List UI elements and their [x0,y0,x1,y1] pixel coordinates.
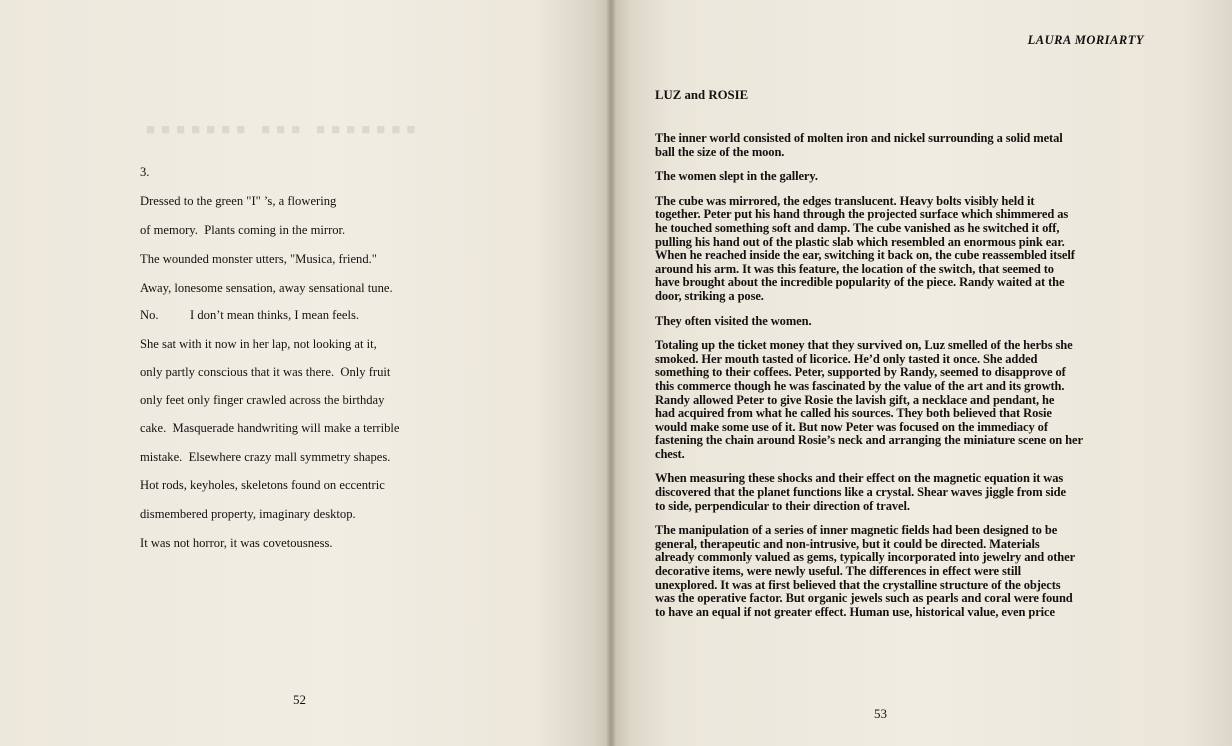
text-line: would make some use of it. But now Peter was focused on the immediacy of [655,419,1048,434]
text-line: was the operative factor. But organic jewels such as pearls and coral were found [655,591,1073,606]
text-line: fastening the chain around Rosie’s neck and arranging the miniature scene on her [655,433,1083,448]
poem-line: It was not horror, it was covetousness. [140,536,333,550]
text-line: pulling his hand out of the plastic slab which resembled an enormous pink ear. [655,234,1065,249]
text-line: decorative items, were newly useful. The differences in effect were still [655,564,1021,579]
text-line: The manipulation of a series of inner magnetic fields had been designed to be [655,523,1058,538]
text-line: When he reached inside the ear, switching it back on, the cube reassembled itself [655,248,1075,263]
page-number-left: 52 [293,692,306,707]
poem-line: only feet only finger crawled across the birthday [140,393,385,407]
text-line: The inner world consisted of molten iron and nickel surrounding a solid metal [655,131,1063,145]
book-gutter [606,0,616,746]
poem-line: only partly conscious that it was there. Only fruit [140,365,391,379]
paragraph [655,315,1175,329]
text-line: When measuring these shocks and their effect on the magnetic equation it was [655,471,1064,486]
text-line: general, therapeutic and non-intrusive, but it could be directed. Materials [655,536,1040,551]
poem-line: Dressed to the green "I" ’s, a flowering [140,194,337,208]
right-page [611,0,1232,746]
text-line: Randy allowed Peter to give Rosie the lavish gift, a necklace and pendant, he [655,392,1055,407]
story-title: LUZ and ROSIE [655,88,749,102]
page-number-right: 53 [874,706,887,721]
text-line: something to their coffees. Peter, supported by Randy, seemed to disapprove of [655,365,1066,380]
paragraph [655,524,1175,619]
paragraph [655,339,1175,461]
text-line: ball the size of the moon. [655,144,785,159]
text-line: They often visited the women. [655,313,812,328]
paragraph [655,132,1175,159]
text-line: The women slept in the gallery. [655,169,818,184]
paragraph [655,170,1175,184]
poem-line: Away, lonesome sensation, away sensational tune. [140,281,393,295]
text-line: around his arm. It was this feature, the location of the switch, that seemed to [655,261,1054,276]
poem-line: The wounded monster utters, "Musica, friend." [140,252,377,266]
paragraph [655,472,1175,513]
text-line: Totaling up the ticket money that they survived on, Luz smelled of the herbs she [655,338,1073,353]
section-number: 3. [140,165,150,179]
poem-line: mistake. Elsewhere crazy mall symmetry shapes. [140,450,391,464]
text-line: together. Peter put his hand through the projected surface which shimmered as [655,207,1069,222]
text-line: chest. [655,446,685,461]
text-line: unexplored. It was at first believed that the crystalline structure of the objects [655,577,1061,592]
text-line: have brought about the incredible popularity of the piece. Randy waited at the [655,275,1065,290]
text-line: The cube was mirrored, the edges translucent. Heavy bolts visibly held it [655,193,1035,208]
text-line: had acquired from what he called his sources. They both believed that Rosie [655,406,1052,421]
poem-line: Hot rods, keyholes, skeletons found on eccentric [140,478,385,492]
show-through-decoration: ■■■■■■■ ■■■ ■■■■■■■ [140,122,416,138]
paragraph [655,195,1175,304]
text-line: this commerce though he was fascinated by the value of the art and its growth. [655,378,1065,393]
running-head: LAURA MORIARTY [1027,33,1144,47]
text-line: to side, perpendicular to their direction of travel. [655,498,910,513]
poem-line: She sat with it now in her lap, not looking at it, [140,337,377,351]
poem-line: No. I don’t mean thinks, I mean feels. [140,308,360,322]
poem-line: dismembered property, imaginary desktop. [140,507,356,521]
text-line: door, striking a pose. [655,288,764,303]
text-line: to have an equal if not greater effect. Human use, historical value, even price [655,604,1055,619]
text-line: smoked. Her mouth tasted of licorice. He’d only tasted it once. She added [655,351,1038,366]
prose-block [655,132,1175,630]
poem-line: of memory. Plants coming in the mirror. [140,223,346,237]
text-line: discovered that the planet functions like a crystal. Shear waves jiggle from side [655,485,1066,500]
text-line: he touched something soft and damp. The cube vanished as he switched it off, [655,220,1060,235]
left-page [0,0,611,746]
text-line: already commonly valued as gems, typically incorporated into jewelry and other [655,550,1076,565]
poem-line: cake. Masquerade handwriting will make a terrible [140,421,400,435]
